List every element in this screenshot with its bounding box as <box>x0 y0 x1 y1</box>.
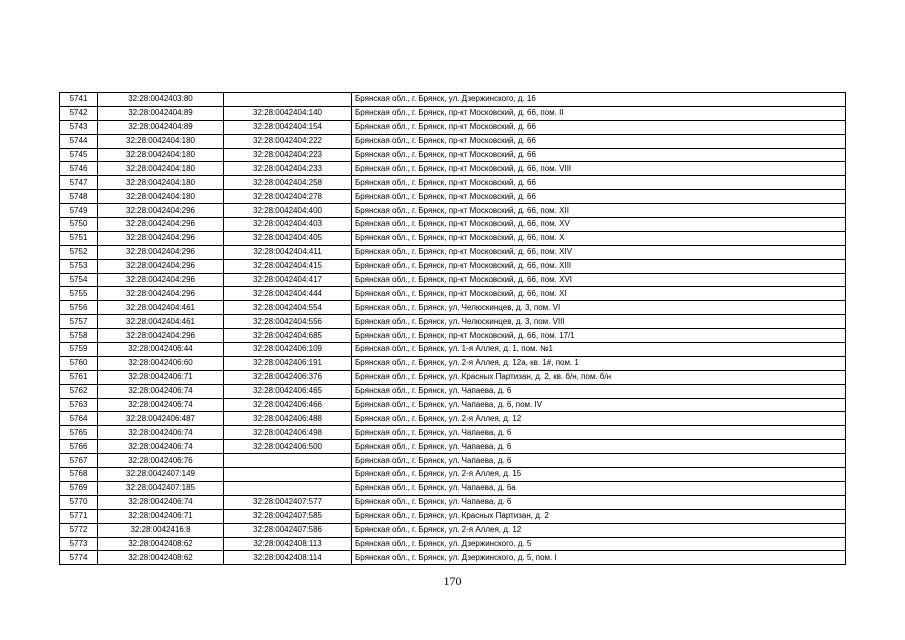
table-row <box>60 218 846 232</box>
address-cell: Брянская обл., г. Брянск, пр-кт Московский, д. 66, пом. 17/1 <box>352 329 846 343</box>
table-row <box>60 134 846 148</box>
table-row <box>60 370 846 384</box>
row-number-cell: 5755 <box>60 287 98 301</box>
premises-cadastral-number-cell: 32:28:0042404:400 <box>224 204 352 218</box>
row-number-cell: 5742 <box>60 106 98 120</box>
table-row <box>60 273 846 287</box>
row-number-cell: 5764 <box>60 412 98 426</box>
cadastral-number-cell: 32:28:0042406:76 <box>98 454 224 468</box>
table-row <box>60 509 846 523</box>
premises-cadastral-number-cell: 32:28:0042406:376 <box>224 370 352 384</box>
row-number-cell: 5752 <box>60 245 98 259</box>
row-number-cell: 5772 <box>60 523 98 537</box>
row-number-cell: 5756 <box>60 301 98 315</box>
row-number-cell: 5765 <box>60 426 98 440</box>
premises-cadastral-number-cell: 32:28:0042407:577 <box>224 495 352 509</box>
address-cell: Брянская обл., г. Брянск, пр-кт Московский, д. 66 <box>352 176 846 190</box>
address-cell: Брянская обл., г. Брянск, ул. Чапаева, д. 6 <box>352 454 846 468</box>
premises-cadastral-number-cell: 32:28:0042404:411 <box>224 245 352 259</box>
row-number-cell: 5774 <box>60 551 98 565</box>
premises-cadastral-number-cell: 32:28:0042404:258 <box>224 176 352 190</box>
registry-table-body <box>60 93 846 565</box>
row-number-cell: 5754 <box>60 273 98 287</box>
table-row <box>60 440 846 454</box>
premises-cadastral-number-cell: 32:28:0042404:140 <box>224 106 352 120</box>
cadastral-number-cell: 32:28:0042406:74 <box>98 384 224 398</box>
premises-cadastral-number-cell: 32:28:0042406:191 <box>224 356 352 370</box>
address-cell: Брянская обл., г. Брянск, ул. Дзержинского, д. 5 <box>352 537 846 551</box>
table-row <box>60 120 846 134</box>
cadastral-number-cell: 32:28:0042406:71 <box>98 509 224 523</box>
row-number-cell: 5741 <box>60 93 98 107</box>
cadastral-number-cell: 32:28:0042404:180 <box>98 134 224 148</box>
cadastral-number-cell: 32:28:0042416:8 <box>98 523 224 537</box>
cadastral-number-cell: 32:28:0042406:74 <box>98 398 224 412</box>
premises-cadastral-number-cell: 32:28:0042404:415 <box>224 259 352 273</box>
table-row <box>60 551 846 565</box>
table-row <box>60 329 846 343</box>
cadastral-number-cell: 32:28:0042406:487 <box>98 412 224 426</box>
address-cell: Брянская обл., г. Брянск, ул. Красных Партизан, д. 2 <box>352 509 846 523</box>
address-cell: Брянская обл., г. Брянск, пр-кт Московский, д. 66, пом. VIII <box>352 162 846 176</box>
premises-cadastral-number-cell: 32:28:0042406:498 <box>224 426 352 440</box>
cadastral-number-cell: 32:28:0042404:296 <box>98 287 224 301</box>
cadastral-number-cell: 32:28:0042404:296 <box>98 329 224 343</box>
cadastral-number-cell: 32:28:0042406:74 <box>98 495 224 509</box>
premises-cadastral-number-cell <box>224 481 352 495</box>
registry-table <box>59 92 846 565</box>
address-cell: Брянская обл., г. Брянск, ул. Чапаева, д. 6 <box>352 426 846 440</box>
address-cell: Брянская обл., г. Брянск, пр-кт Московский, д. 66, пом. XI <box>352 287 846 301</box>
address-cell: Брянская обл., г. Брянск, пр-кт Московский, д. 66, пом. XV <box>352 218 846 232</box>
cadastral-number-cell: 32:28:0042406:74 <box>98 440 224 454</box>
premises-cadastral-number-cell: 32:28:0042404:233 <box>224 162 352 176</box>
premises-cadastral-number-cell: 32:28:0042407:585 <box>224 509 352 523</box>
address-cell: Брянская обл., г. Брянск, ул. Дзержинского, д. 16 <box>352 93 846 107</box>
table-row <box>60 384 846 398</box>
address-cell: Брянская обл., г. Брянск, ул. Чапаева, д. 6 <box>352 440 846 454</box>
table-row <box>60 176 846 190</box>
table-row <box>60 356 846 370</box>
cadastral-number-cell: 32:28:0042404:89 <box>98 120 224 134</box>
page-number: 170 <box>443 574 462 588</box>
cadastral-number-cell: 32:28:0042404:180 <box>98 162 224 176</box>
cadastral-number-cell: 32:28:0042404:89 <box>98 106 224 120</box>
address-cell: Брянская обл., г. Брянск, ул. Красных Партизан, д. 2, кв. б/н, пом. б/н <box>352 370 846 384</box>
row-number-cell: 5769 <box>60 481 98 495</box>
address-cell: Брянская обл., г. Брянск, пр-кт Московский, д. 66, пом. X <box>352 231 846 245</box>
address-cell: Брянская обл., г. Брянск, пр-кт Московский, д. 66 <box>352 148 846 162</box>
address-cell: Брянская обл., г. Брянск, пр-кт Московский, д. 66 <box>352 134 846 148</box>
address-cell: Брянская обл., г. Брянск, пр-кт Московский, д. 66, пом. XVI <box>352 273 846 287</box>
table-row <box>60 231 846 245</box>
premises-cadastral-number-cell: 32:28:0042406:488 <box>224 412 352 426</box>
address-cell: Брянская обл., г. Брянск, пр-кт Московский, д. 66 <box>352 120 846 134</box>
premises-cadastral-number-cell: 32:28:0042404:444 <box>224 287 352 301</box>
cadastral-number-cell: 32:28:0042406:44 <box>98 343 224 357</box>
premises-cadastral-number-cell: 32:28:0042406:465 <box>224 384 352 398</box>
row-number-cell: 5750 <box>60 218 98 232</box>
address-cell: Брянская обл., г. Брянск, ул. Дзержинского, д. 5, пом. I <box>352 551 846 565</box>
cadastral-number-cell: 32:28:0042404:461 <box>98 315 224 329</box>
address-cell: Брянская обл., г. Брянск, ул. 2-я Аллея, д. 15 <box>352 468 846 482</box>
premises-cadastral-number-cell: 32:28:0042404:278 <box>224 190 352 204</box>
row-number-cell: 5753 <box>60 259 98 273</box>
premises-cadastral-number-cell: 32:28:0042404:554 <box>224 301 352 315</box>
cadastral-number-cell: 32:28:0042404:180 <box>98 176 224 190</box>
table-row <box>60 148 846 162</box>
row-number-cell: 5770 <box>60 495 98 509</box>
table-row <box>60 190 846 204</box>
cadastral-number-cell: 32:28:0042404:180 <box>98 190 224 204</box>
premises-cadastral-number-cell: 32:28:0042408:114 <box>224 551 352 565</box>
row-number-cell: 5773 <box>60 537 98 551</box>
table-row <box>60 412 846 426</box>
address-cell: Брянская обл., г. Брянск, ул. Чапаева, д. 6 <box>352 384 846 398</box>
table-row <box>60 426 846 440</box>
cadastral-number-cell: 32:28:0042404:296 <box>98 259 224 273</box>
address-cell: Брянская обл., г. Брянск, ул. 2-я Аллея, д. 12 <box>352 412 846 426</box>
premises-cadastral-number-cell: 32:28:0042406:109 <box>224 343 352 357</box>
table-row <box>60 287 846 301</box>
address-cell: Брянская обл., г. Брянск, ул. Чапаева, д. 6, пом. IV <box>352 398 846 412</box>
premises-cadastral-number-cell: 32:28:0042406:466 <box>224 398 352 412</box>
premises-cadastral-number-cell: 32:28:0042404:403 <box>224 218 352 232</box>
cadastral-number-cell: 32:28:0042404:461 <box>98 301 224 315</box>
cadastral-number-cell: 32:28:0042407:149 <box>98 468 224 482</box>
premises-cadastral-number-cell: 32:28:0042404:417 <box>224 273 352 287</box>
premises-cadastral-number-cell: 32:28:0042404:154 <box>224 120 352 134</box>
premises-cadastral-number-cell: 32:28:0042408:113 <box>224 537 352 551</box>
row-number-cell: 5748 <box>60 190 98 204</box>
premises-cadastral-number-cell <box>224 468 352 482</box>
table-row <box>60 481 846 495</box>
table-row <box>60 523 846 537</box>
address-cell: Брянская обл., г. Брянск, пр-кт Московский, д. 66, пом. XIII <box>352 259 846 273</box>
premises-cadastral-number-cell <box>224 93 352 107</box>
address-cell: Брянская обл., г. Брянск, ул. Чапаева, д. 6а <box>352 481 846 495</box>
address-cell: Брянская обл., г. Брянск, ул. 2-я Аллея, д. 12 <box>352 523 846 537</box>
address-cell: Брянская обл., г. Брянск, ул. Челюскинцев, д. 3, пом. VIII <box>352 315 846 329</box>
cadastral-number-cell: 32:28:0042404:296 <box>98 218 224 232</box>
cadastral-number-cell: 32:28:0042404:296 <box>98 245 224 259</box>
premises-cadastral-number-cell: 32:28:0042404:405 <box>224 231 352 245</box>
row-number-cell: 5766 <box>60 440 98 454</box>
table-row <box>60 495 846 509</box>
address-cell: Брянская обл., г. Брянск, пр-кт Московский, д. 66 <box>352 190 846 204</box>
table-row <box>60 245 846 259</box>
premises-cadastral-number-cell: 32:28:0042404:556 <box>224 315 352 329</box>
row-number-cell: 5768 <box>60 468 98 482</box>
cadastral-number-cell: 32:28:0042408:62 <box>98 537 224 551</box>
premises-cadastral-number-cell: 32:28:0042404:222 <box>224 134 352 148</box>
premises-cadastral-number-cell <box>224 454 352 468</box>
address-cell: Брянская обл., г. Брянск, пр-кт Московский, д. 66, пом. XII <box>352 204 846 218</box>
cadastral-number-cell: 32:28:0042406:71 <box>98 370 224 384</box>
row-number-cell: 5743 <box>60 120 98 134</box>
row-number-cell: 5761 <box>60 370 98 384</box>
cadastral-number-cell: 32:28:0042406:60 <box>98 356 224 370</box>
table-row <box>60 343 846 357</box>
row-number-cell: 5747 <box>60 176 98 190</box>
address-cell: Брянская обл., г. Брянск, пр-кт Московский, д. 66, пом. II <box>352 106 846 120</box>
row-number-cell: 5746 <box>60 162 98 176</box>
row-number-cell: 5757 <box>60 315 98 329</box>
table-row <box>60 301 846 315</box>
row-number-cell: 5758 <box>60 329 98 343</box>
cadastral-number-cell: 32:28:0042404:296 <box>98 273 224 287</box>
premises-cadastral-number-cell: 32:28:0042404:685 <box>224 329 352 343</box>
row-number-cell: 5759 <box>60 343 98 357</box>
row-number-cell: 5751 <box>60 231 98 245</box>
table-row <box>60 93 846 107</box>
table-row <box>60 106 846 120</box>
address-cell: Брянская обл., г. Брянск, пр-кт Московский, д. 66, пом. XIV <box>352 245 846 259</box>
cadastral-number-cell: 32:28:0042404:296 <box>98 204 224 218</box>
table-row <box>60 398 846 412</box>
cadastral-number-cell: 32:28:0042408:62 <box>98 551 224 565</box>
table-row <box>60 468 846 482</box>
table-row <box>60 454 846 468</box>
premises-cadastral-number-cell: 32:28:0042407:586 <box>224 523 352 537</box>
row-number-cell: 5744 <box>60 134 98 148</box>
address-cell: Брянская обл., г. Брянск, ул. 2-я Аллея, д. 12а, кв. 1#, пом. 1 <box>352 356 846 370</box>
row-number-cell: 5763 <box>60 398 98 412</box>
row-number-cell: 5745 <box>60 148 98 162</box>
table-row <box>60 204 846 218</box>
cadastral-number-cell: 32:28:0042403:80 <box>98 93 224 107</box>
cadastral-number-cell: 32:28:0042404:180 <box>98 148 224 162</box>
table-row <box>60 315 846 329</box>
row-number-cell: 5767 <box>60 454 98 468</box>
address-cell: Брянская обл., г. Брянск, ул. Чапаева, д. 6 <box>352 495 846 509</box>
table-row <box>60 537 846 551</box>
cadastral-number-cell: 32:28:0042407:185 <box>98 481 224 495</box>
address-cell: Брянская обл., г. Брянск, ул. Челюскинцев, д. 3, пом. VI <box>352 301 846 315</box>
table-row <box>60 259 846 273</box>
row-number-cell: 5771 <box>60 509 98 523</box>
row-number-cell: 5762 <box>60 384 98 398</box>
premises-cadastral-number-cell: 32:28:0042406:500 <box>224 440 352 454</box>
row-number-cell: 5749 <box>60 204 98 218</box>
premises-cadastral-number-cell: 32:28:0042404:223 <box>224 148 352 162</box>
table-row <box>60 162 846 176</box>
cadastral-number-cell: 32:28:0042406:74 <box>98 426 224 440</box>
row-number-cell: 5760 <box>60 356 98 370</box>
cadastral-number-cell: 32:28:0042404:296 <box>98 231 224 245</box>
address-cell: Брянская обл., г. Брянск, ул. 1-я Аллея, д. 1, пом. №1 <box>352 343 846 357</box>
